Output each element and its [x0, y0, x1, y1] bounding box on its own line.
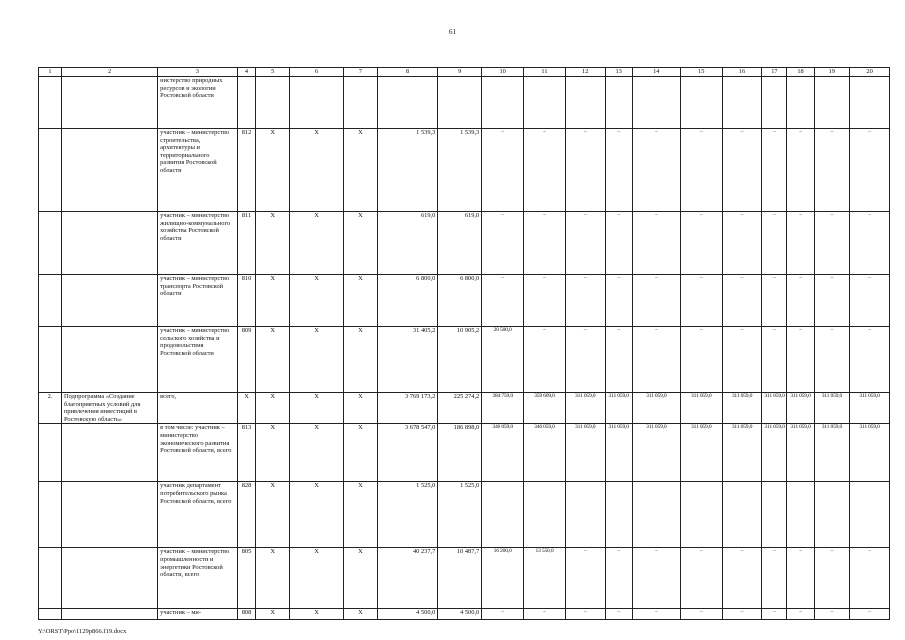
- value-cell: –: [605, 212, 632, 275]
- value-cell: 311 059,0: [814, 393, 850, 424]
- column-header-6: 6: [289, 68, 343, 77]
- value-cell: X: [289, 275, 343, 327]
- row-number: [39, 327, 62, 393]
- value-cell: X: [289, 212, 343, 275]
- value-cell: –: [787, 327, 814, 393]
- value-cell: 311 059,0: [632, 424, 680, 482]
- value-cell: X: [256, 482, 289, 548]
- value-cell: –: [787, 609, 814, 620]
- value-cell: –: [605, 327, 632, 393]
- row-number: [39, 482, 62, 548]
- value-cell: –: [524, 212, 566, 275]
- value-cell: –: [524, 609, 566, 620]
- value-cell: 311 059,0: [680, 424, 722, 482]
- value-cell: 311 059,0: [722, 393, 762, 424]
- column-header-15: 15: [680, 68, 722, 77]
- value-cell: 311 059,0: [722, 424, 762, 482]
- program-name: [62, 548, 158, 609]
- program-name: [62, 275, 158, 327]
- value-cell: –: [680, 129, 722, 212]
- participant-name: участник – ми-: [158, 609, 237, 620]
- program-name: [62, 609, 158, 620]
- value-cell: [680, 482, 722, 548]
- value-cell: –: [762, 212, 787, 275]
- value-cell: –: [632, 212, 680, 275]
- program-name: [62, 482, 158, 548]
- value-cell: –: [722, 212, 762, 275]
- value-cell: 311 059,0: [787, 393, 814, 424]
- value-cell: [632, 482, 680, 548]
- value-cell: 31 405,2: [377, 327, 438, 393]
- value-cell: –: [850, 275, 890, 327]
- value-cell: X: [344, 482, 377, 548]
- value-cell: 811: [237, 212, 256, 275]
- value-cell: [762, 77, 787, 129]
- value-cell: [850, 482, 890, 548]
- value-cell: X: [256, 212, 289, 275]
- value-cell: –: [722, 327, 762, 393]
- participant-name: участник департамент потребительского рынка Ростовской области, всего: [158, 482, 237, 548]
- value-cell: 813: [237, 424, 256, 482]
- column-header-3: 3: [158, 68, 237, 77]
- value-cell: 1 539,3: [438, 129, 482, 212]
- value-cell: [762, 482, 787, 548]
- value-cell: –: [680, 212, 722, 275]
- budget-table: [38, 67, 890, 620]
- value-cell: –: [850, 609, 890, 620]
- column-header-13: 13: [605, 68, 632, 77]
- value-cell: [524, 77, 566, 129]
- value-cell: X: [256, 393, 289, 424]
- value-cell: –: [787, 548, 814, 609]
- table-row: [39, 393, 890, 424]
- value-cell: –: [814, 129, 850, 212]
- value-cell: 311 059,0: [565, 393, 605, 424]
- row-number: [39, 77, 62, 129]
- value-cell: X: [344, 129, 377, 212]
- value-cell: –: [814, 548, 850, 609]
- value-cell: –: [482, 609, 524, 620]
- value-cell: [605, 77, 632, 129]
- table-row: [39, 424, 890, 482]
- value-cell: 311 059,0: [632, 393, 680, 424]
- program-name: [62, 424, 158, 482]
- program-name: Подпрограмма «Создание благоприятных условий для привлечения инвестиций в Ростовскую область»: [62, 393, 158, 424]
- value-cell: –: [814, 275, 850, 327]
- value-cell: –: [850, 129, 890, 212]
- value-cell: –: [565, 609, 605, 620]
- value-cell: 311 059,0: [762, 424, 787, 482]
- value-cell: 16 200,0: [482, 548, 524, 609]
- value-cell: –: [632, 275, 680, 327]
- value-cell: 619,0: [377, 212, 438, 275]
- value-cell: [722, 482, 762, 548]
- value-cell: 3 769 173,2: [377, 393, 438, 424]
- program-name: [62, 77, 158, 129]
- value-cell: X: [256, 609, 289, 620]
- value-cell: 311 059,0: [762, 393, 787, 424]
- value-cell: 311 059,0: [565, 424, 605, 482]
- value-cell: [850, 77, 890, 129]
- value-cell: 359 609,0: [524, 393, 566, 424]
- value-cell: 311 059,0: [605, 424, 632, 482]
- value-cell: –: [762, 609, 787, 620]
- value-cell: –: [762, 129, 787, 212]
- value-cell: 6 800,0: [377, 275, 438, 327]
- participant-name: участник – министерство сельского хозяйства и продовольствия Ростовской области: [158, 327, 237, 393]
- value-cell: –: [632, 129, 680, 212]
- column-header-19: 19: [814, 68, 850, 77]
- value-cell: 311 059,0: [787, 424, 814, 482]
- value-cell: [814, 77, 850, 129]
- value-cell: –: [850, 327, 890, 393]
- program-name: [62, 327, 158, 393]
- value-cell: 1 525,0: [438, 482, 482, 548]
- participant-name: участник – министерство промышленности и энергетики Ростовской области, всего: [158, 548, 237, 609]
- value-cell: 1 525,0: [377, 482, 438, 548]
- column-number-row: [39, 68, 890, 77]
- value-cell: [377, 77, 438, 129]
- value-cell: X: [289, 129, 343, 212]
- value-cell: X: [256, 424, 289, 482]
- value-cell: X: [237, 393, 256, 424]
- row-number: [39, 609, 62, 620]
- value-cell: –: [565, 212, 605, 275]
- column-header-11: 11: [524, 68, 566, 77]
- value-cell: –: [814, 327, 850, 393]
- column-header-2: 2: [62, 68, 158, 77]
- value-cell: 4 500,0: [377, 609, 438, 620]
- value-cell: –: [565, 548, 605, 609]
- row-number: [39, 548, 62, 609]
- value-cell: [565, 77, 605, 129]
- value-cell: –: [762, 327, 787, 393]
- value-cell: X: [289, 548, 343, 609]
- value-cell: 311 059,0: [850, 424, 890, 482]
- table-row: [39, 275, 890, 327]
- value-cell: –: [565, 129, 605, 212]
- value-cell: –: [565, 327, 605, 393]
- value-cell: 311 059,0: [814, 424, 850, 482]
- table-row: [39, 548, 890, 609]
- value-cell: 384 759,0: [482, 393, 524, 424]
- column-header-20: 20: [850, 68, 890, 77]
- value-cell: –: [850, 548, 890, 609]
- value-cell: [438, 77, 482, 129]
- table-row: [39, 482, 890, 548]
- participant-name: участник – министерство жилищно-коммунального хозяйства Ростовской области: [158, 212, 237, 275]
- value-cell: X: [344, 548, 377, 609]
- value-cell: 40 237,7: [377, 548, 438, 609]
- value-cell: –: [680, 609, 722, 620]
- column-header-8: 8: [377, 68, 438, 77]
- value-cell: –: [605, 548, 632, 609]
- value-cell: [289, 77, 343, 129]
- row-number: [39, 212, 62, 275]
- value-cell: X: [256, 275, 289, 327]
- column-header-9: 9: [438, 68, 482, 77]
- value-cell: 805: [237, 548, 256, 609]
- table-row: [39, 327, 890, 393]
- column-header-7: 7: [344, 68, 377, 77]
- value-cell: [722, 77, 762, 129]
- value-cell: 809: [237, 327, 256, 393]
- value-cell: 3 678 547,0: [377, 424, 438, 482]
- value-cell: –: [605, 129, 632, 212]
- value-cell: X: [256, 548, 289, 609]
- value-cell: X: [344, 327, 377, 393]
- value-cell: 13 550,0: [524, 548, 566, 609]
- row-number: [39, 424, 62, 482]
- value-cell: –: [605, 275, 632, 327]
- value-cell: –: [680, 327, 722, 393]
- value-cell: 311 059,0: [850, 393, 890, 424]
- value-cell: [482, 482, 524, 548]
- value-cell: –: [632, 327, 680, 393]
- value-cell: [524, 482, 566, 548]
- value-cell: 4 500,0: [438, 609, 482, 620]
- table-row: [39, 609, 890, 620]
- value-cell: 311 059,0: [680, 393, 722, 424]
- participant-name: участник – министерство транспорта Ростовской области: [158, 275, 237, 327]
- value-cell: X: [344, 212, 377, 275]
- participant-name: нистерство природных ресурсов и экологии Ростовской области: [158, 77, 237, 129]
- value-cell: –: [524, 275, 566, 327]
- participant-name: всего,: [158, 393, 237, 424]
- value-cell: 346 059,0: [482, 424, 524, 482]
- column-header-16: 16: [722, 68, 762, 77]
- value-cell: [237, 77, 256, 129]
- value-cell: [632, 77, 680, 129]
- column-header-1: 1: [39, 68, 62, 77]
- value-cell: –: [722, 129, 762, 212]
- value-cell: –: [850, 212, 890, 275]
- participant-name: в том числе: участник – министерство экономического развития Ростовской области, всего: [158, 424, 237, 482]
- footer-path: Y:\ORST\Ppo\1129p866.f19.docx: [38, 628, 127, 635]
- value-cell: [482, 77, 524, 129]
- value-cell: X: [289, 609, 343, 620]
- value-cell: –: [722, 275, 762, 327]
- value-cell: –: [524, 129, 566, 212]
- value-cell: X: [256, 327, 289, 393]
- participant-name: участник – министерство строительства, архитектуры и территориального развития Ростовской области: [158, 129, 237, 212]
- value-cell: 812: [237, 129, 256, 212]
- value-cell: 10 905,2: [438, 327, 482, 393]
- value-cell: 10 487,7: [438, 548, 482, 609]
- value-cell: [680, 77, 722, 129]
- value-cell: 810: [237, 275, 256, 327]
- value-cell: X: [289, 327, 343, 393]
- value-cell: [787, 482, 814, 548]
- value-cell: –: [762, 275, 787, 327]
- column-header-4: 4: [237, 68, 256, 77]
- value-cell: 6 800,0: [438, 275, 482, 327]
- value-cell: –: [722, 548, 762, 609]
- value-cell: –: [722, 609, 762, 620]
- value-cell: [787, 77, 814, 129]
- value-cell: [605, 482, 632, 548]
- table-row: [39, 212, 890, 275]
- value-cell: –: [524, 327, 566, 393]
- value-cell: [256, 77, 289, 129]
- value-cell: –: [605, 609, 632, 620]
- value-cell: 20 500,0: [482, 327, 524, 393]
- value-cell: 1 539,3: [377, 129, 438, 212]
- value-cell: –: [482, 129, 524, 212]
- value-cell: –: [680, 548, 722, 609]
- value-cell: X: [289, 393, 343, 424]
- column-header-5: 5: [256, 68, 289, 77]
- value-cell: –: [814, 609, 850, 620]
- row-number: [39, 129, 62, 212]
- value-cell: –: [814, 212, 850, 275]
- value-cell: –: [632, 548, 680, 609]
- column-header-14: 14: [632, 68, 680, 77]
- value-cell: X: [344, 393, 377, 424]
- value-cell: 808: [237, 609, 256, 620]
- value-cell: 828: [237, 482, 256, 548]
- value-cell: –: [787, 212, 814, 275]
- value-cell: 619,0: [438, 212, 482, 275]
- value-cell: [344, 77, 377, 129]
- value-cell: X: [256, 129, 289, 212]
- value-cell: –: [632, 609, 680, 620]
- value-cell: [565, 482, 605, 548]
- value-cell: 346 059,0: [524, 424, 566, 482]
- value-cell: X: [344, 609, 377, 620]
- value-cell: 225 274,2: [438, 393, 482, 424]
- row-number: [39, 275, 62, 327]
- value-cell: –: [787, 129, 814, 212]
- value-cell: –: [787, 275, 814, 327]
- value-cell: –: [482, 212, 524, 275]
- column-header-17: 17: [762, 68, 787, 77]
- value-cell: X: [344, 275, 377, 327]
- value-cell: 311 059,0: [605, 393, 632, 424]
- row-number: 2.: [39, 393, 62, 424]
- value-cell: –: [762, 548, 787, 609]
- program-name: [62, 212, 158, 275]
- value-cell: –: [565, 275, 605, 327]
- column-header-12: 12: [565, 68, 605, 77]
- value-cell: [814, 482, 850, 548]
- program-name: [62, 129, 158, 212]
- table-row: [39, 129, 890, 212]
- value-cell: –: [482, 275, 524, 327]
- column-header-18: 18: [787, 68, 814, 77]
- value-cell: –: [680, 275, 722, 327]
- value-cell: 186 898,0: [438, 424, 482, 482]
- value-cell: X: [289, 424, 343, 482]
- table-row: [39, 77, 890, 129]
- value-cell: X: [289, 482, 343, 548]
- value-cell: X: [344, 424, 377, 482]
- page-number: 61: [449, 28, 456, 36]
- column-header-10: 10: [482, 68, 524, 77]
